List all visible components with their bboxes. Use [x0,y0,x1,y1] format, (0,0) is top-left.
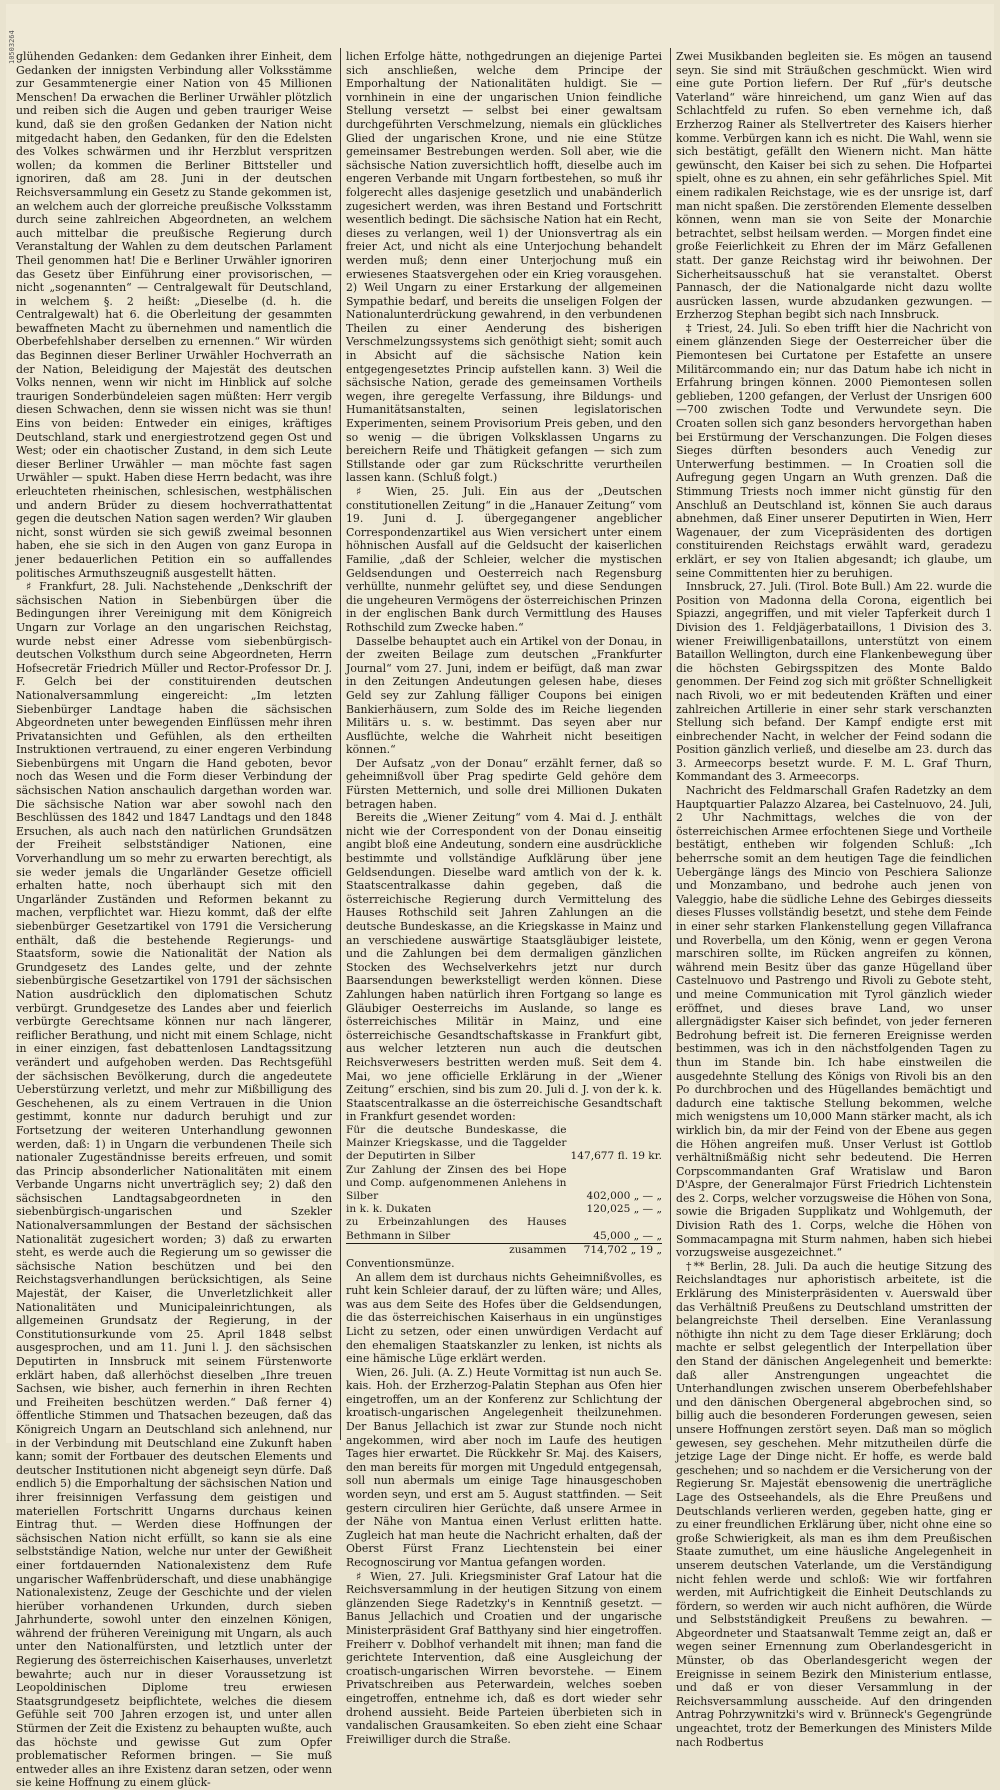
article-triest: ‡ Triest, 24. Juli. So eben trifft hier die Nachricht von einem glänzenden Siege der Oesterreicher über die Piemontesen bei Curtatone per Estafette an unsere Militärcommando ein; nur das Datum habe ich nicht in Erfahrung bringen können. 2000 Piemontesen sollen geblieben, 1200 gefangen, der Verlust der Unsrigen 600—700 zwischen Todte und Verwundete seyn. Die Croaten sollen sich ganz besonders hervorgethan haben bei Erstürmung der Verschanzungen. Die Folgen dieses Sieges dürften besonders auch Venedig zur Unterwerfung bestimmen. — In Croatien soll die Aufregung gegen Ungarn an Wuth grenzen. Daß die Stimmung Triests noch immer nicht günstig für den Anschluß an Deutschland ist, können Sie auch daraus abnehmen, daß Einer unserer Deputirten in Wien, Herr Wagenauer, der zum Vicepräsidenten des dortigen constituirenden Reichstags erwählt ward, geradezu erklärt, er sey von Italien abgesandt; ich glaube, um seine Committenten hier zu beruhigen. [676,321,992,580]
article-frankfurt: ♯ Frankfurt, 28. Juli. Nachstehende „Denkschrift der sächsischen Nation in Siebenbürgen über die Bedingungen ihrer Vereinigung mit dem Königreich Ungarn zur Vorlage an den ungarischen Reichstag, wurde nebst einer Adresse vom siebenbürgisch-deutschen Volksthum durch seine Abgeordneten, Herrn Hofsecretär Friedrich Müller und Rector-Professor Dr. J. F. Gelch bei der constituirenden deutschen Nationalversammlung eingereicht: „Im letzten Siebenbürger Landtage haben die sächsischen Abgeordneten unter bewegenden Einflüssen mehr ihren Privatansichten und Gefühlen, als den ertheilten Instruktionen vertrauend, zu einer engeren Verbindung Siebenbürgens mit Ungarn die Hand geboten, bevor noch das Wesen und die Form dieser Verbindung der sächsischen Nation anschaulich dargethan worden war. Die sächsische Nation war aber sowohl nach den Beschlüssen des 1842 und 1847 Landtags und den 1848 Ersuchen, als auch nach den natürlichen Grundsätzen der Freiheit selbstständiger Nationen, eine Vorverhandlung um so mehr zu erwarten berechtigt, als sie weder jemals die Ungarländer Gesetze officiell erhalten hatte, noch überhaupt sich mit den Ungarländer Zuständen und Reformen bekannt zu machen, verpflichtet war. Hiezu kommt, daß der elfte siebenbürger Gesetzartikel von 1791 die Versicherung enthält, daß die bestehende Regierungs- und Staatsform, sowie die Nationalität der Nation als Grundgesetz des Landes gelte, und der zehnte siebenbürgische Gesetzartikel von 1791 der sächsischen Nation ausdrücklich den diplomatischen Schutz verbürgt. Grundgesetze des Landes aber und feierlich verbürgte Gerechtsame können nur nach längerer, reiflicher Berathung, und nicht mit einem Schlage, nicht in einer einzigen, fast debattenlosen Landtagssitzung verändert und aufgehoben werden. Das Rechtsgefühl der sächsischen Bevölkerung, durch die angedeutete Ueberstürzung verletzt, und mehr zur Mißbilligung des Geschehenen, als zu einem Vertrauen in die Union gestimmt, konnte nur dadurch beruhigt und zur Fortsetzung der weiteren Unterhandlung gewonnen werden, daß: 1) in Ungarn die verbundenen Theile sich nationaler Zugeständnisse bereits erfreuen, und somit das Princip absonderlicher Nationalitäten mit einem Verbande Ungarns nicht unverträglich sey; 2) daß den sächsischen Landtagsabgeordneten in den siebenbürgisch-ungarischen und Szekler Nationalversammlungen der Bestand der sächsischen Nationalität zugesichert worden; 3) daß zu erwarten steht, es werde auch die Regierung um so gewisser die sächsische Nation beschützen und bei den Reichstagsverhandlungen berücksichtigen, als Seine Majestät, der Kaiser, die Unverletzlichkeit aller Nationalitäten und Municipaleinrichtungen, als allgemeinen Grundsatz der Regierung, in der Constitutionsurkunde vom 25. April 1848 selbst ausgesprochen, und am 11. Juni l. J. den sächsischen Deputirten in Innsbruck mit seinem Fürstenworte erklärt haben, daß allerhöchst dieselben „Ihre treuen Sachsen, wie bisher, auch fernerhin in ihren Rechten und Freiheiten beschützen werden.“ Daß ferner 4) öffentliche Stimmen und Thatsachen bezeugen, daß das Königreich Ungarn an Deutschland sich anlehnend, nur in der Verbindung mit Deutschland eine Zukunft haben kann; somit der Fortbauer des deutschen Elements und deutscher Institutionen nicht abgeneigt seyn dürfe. Daß endlich 5) die Emporhaltung der sächsischen Nation und ihrer freisinnigen Verfassung dem geistigen und materiellen Fortschritt Ungarns durchaus keinen Eintrag thut. — Werden diese Hoffnungen der sächsischen Nation nicht erfüllt, so kann sie als eine selbstständige Nation, welche nur unter der Gewißheit einer fortdauernden Nationalexistenz dem Rufe ungarischer Waffenbrüderschaft, und diese unabhängige Nationalexistenz, Zeuge der Geschichte und der vielen hierüber vorhandenen Urkunden, durch sieben Jahrhunderte, sowohl unter den einzelnen Königen, während der früheren Vereinigung mit Ungarn, als auch unter den Nationalfürsten, und letztlich unter der Regierung des österreichischen Kaiserhauses, unverletzt bewahrte; auch nur in dieser Voraussetzung ist Leopoldinischen Diplome treu erwiesen Staatsgrundgesetz beipflichtete, welches die diesem Gefühle seit 700 Jahren erzogen ist, und unter allen Stürmen der Zeit die Existenz zu behaupten wußte, auch das höchste und gewisse Gut zum Opfer problematischer Reformen bringen. — Sie muß entweder alles an ihre Existenz daran setzen, oder wenn sie keine Hoffnung zu einem glück- [16,580,332,1790]
table-row [346,1164,662,1204]
column-1 [16,50,332,1790]
payment-amount: 402,000 „ — „ [586,1189,662,1202]
payment-label: in k. k. Dukaten [346,1203,432,1216]
article-radetzky: Nachricht des Feldmarschall Grafen Radetzky an dem Hauptquartier Palazzo Alzarea, bei Castelnuovo, 24. Juli, 2 Uhr Nachmittags, welches die von der österreichischen Armee erfochtenen Siege und Vortheile bestätigt, entheben wir folgenden Schluß: „Ich beherrsche somit an dem heutigen Tage die feindlichen Uebergänge längs des Mincio von Peschiera Salionze und Monzambano, und bedrohe auch jenen von Valeggio, habe die südliche Lehne des Gebirges diesseits dieses Flusses vollständig besetzt, und stehe dem Feinde in einer sehr starken Flankenstellung gegen Villafranca und Roverbella, um den König, wenn er gegen Verona marschiren sollte, im Rücken angreifen zu können, während mein Besitz über das ganze Hügelland über Castelnuovo und Pastrengo und Rivoli zu Gebote steht, und meine Communication mit Tyrol gänzlich wieder eröffnet, und dieses brave Land, wo unser allergnädigster Kaiser sich befindet, von jeder ferneren Bedrohung befreit ist. Die ferneren Ereignisse werden bestimmen, was ich in den nächstfolgenden Tagen zu thun im Stande bin. Ich habe einstweilen die ausgedehnte Stellung des Königs von Rivoli bis an den Po durchbrochen und des Hügellandes bemächtigt und dadurch eine taktische Stellung bekommen, welche mich wenigstens um 10,000 Mann stärker macht, als ich wirklich bin, da mir der Feind von der Ebene aus gegen die Höhen angreifen muß. Unser Verlust ist Gottlob verhältnißmäßig nicht sehr bedeutend. Die Herren Corpscommandanten Graf Wratislaw und Baron D'Aspre, der Generalmajor Fürst Friedrich Lichtenstein des 2. Corps, welcher vorzugsweise die Höhen von Sona, sowie die Brigaden Supplikatz und Wohlgemuth, der Division Rath des 1. Corps, welche die Höhen von Sommacampagna mit Sturm nahmen, haben sich hiebei vorzugsweise ausgezeichnet.“ [676,784,992,1260]
paragraph: Dasselbe behauptet auch ein Artikel von der Donau, in der zweiten Beilage zum deutschen „Frankfurter Journal“ vom 27. Juni, indem er beifügt, daß man zwar in den Zeitungen Andeutungen gelesen habe, dieses Geld sey zur Zahlung fälliger Coupons bei einigen Bankierhäusern, zum Solde des im Reiche liegenden Militärs u. s. w. bestimmt. Das seyen aber nur Ausflüchte, welche die Wahrheit nicht beseitigen können.“ [346,634,662,757]
payments-table [346,1124,662,1257]
article-berlin: †** Berlin, 28. Juli. Da auch die heutige Sitzung des Reichslandtages nur aphoristisch arbeitete, ist die Erklärung des Ministerpräsidenten v. Auerswald über das Verhältniß Preußens zu Deutschland umstritten der belangreichste Theil derselben. Eine Veranlassung nöthigte ihn nicht zu dem Tage dieser Erklärung; doch machte er selbst gelegentlich der Interpellation über den Stand der dänischen Angelegenheit und bemerkte: daß aller Anstrengungen ungeachtet die Unterhandlungen zwischen unserem Oberbefehlshaber und den dänischen Obergeneral abgebrochen sind, so billig auch die besonderen Forderungen gewesen, seien unsere Hoffnungen zerstört seyen. Daß man so möglich gewesen, sey geschehen. Mehr mitzutheilen dürfe die jetzige Lage der Dinge nicht. Er hoffe, es werde bald geschehen; und so nachdem er die Versicherung von der Regierung Sr. Majestät ebensowenig die unerträgliche Lage des Ostseehandels, als die Ehre Preußens und Deutschlands verlieren werden, gegeben hatte, ging er zu einer freundlichen Erklärung über, nicht ohne eine so große Schwierigkeit, als man es ihm dem Preußischen Staate zumuthet, um eine häusliche Angelegenheit in unserem deutschen Vaterlande, um die Verständigung nicht fehlen werde und schloß: Wie wir fortfahren werden, mit Aufrichtigkeit die Einheit Deutschlands zu fördern, so werden wir auch nicht aufhören, die Würde und Selbstständigkeit Preußens zu bewahren. — Abgeordneter und Staatsanwalt Temme zeigt an, daß er wegen seiner Ernennung zum Oberlandesgericht in Münster, ob das Oberlandesgericht wegen der Ereignisse in seinem Bezirk den Ministerium entlasse, und daß er von dieser Versammlung in der Reichsversammlung ausscheide. Auf den dringenden Antrag Pohrzywnitzki's wird v. Brünneck's Gegengründe ungeachtet, trotz der Bemerkungen des Ministers Milde nach Rodbertus [676,1259,992,1749]
payment-label: Für die deutsche Bundeskasse, die Mainzer Kriegskasse, und die Taggelder der Deputirten in Silber [346,1123,567,1163]
article-innsbruck: Innsbruck, 27. Juli. (Tirol. Bote Bull.) Am 22. wurde die Position von Madonna della Corona, eigentlich bei Spiazzi, angegriffen, und mit vieler Tapferkeit durch 1 Division des 1. Feldjägerbataillons, 1 Division des 3. wiener Freiwilligenbataillons, unterstützt von einem Bataillon Wellington, durch eine Flankenbewegung über die höchsten Gebirgsspitzen des Monte Baldo genommen. Der Feind zog sich mit größter Schnelligkeit nach Rivoli, wo er mit bedeutenden Kräften und einer zahlreichen Artillerie in einer sehr stark verschanzten Stellung sich befand. Der Kampf endigte erst mit einbrechender Nacht, in welcher der Feind sodann die Position gänzlich verließ, und dieselbe am 23. durch das 3. Armeecorps besetzt wurde. F. M. L. Graf Thurn, Kommandant des 3. Armeecorps. [676,580,992,784]
newspaper-page [6,4,994,1790]
column-rule [340,48,341,1440]
column-rule [670,48,671,1440]
table-row [346,1216,662,1243]
payment-label: zu Erbeinzahlungen des Hauses Bethmann in Silber [346,1216,567,1242]
scan-id: 10503264 [8,30,16,64]
paragraph: An allem dem ist durchaus nichts Geheimnißvolles, es ruht kein Schleier darauf, der zu lüften wäre; und Alles, was aus dem Seite des Hofes über die Geldsendungen, die das österreichischen Kaiserhaus in ein ungünstiges Licht zu setzen, oder einen unwürdigen Verdacht auf den ehemaligen Staatskanzler zu lenken, ist nichts als eine hämische Lüge erklärt werden. [346,1270,662,1366]
payment-amount: 45,000 „ — „ [593,1229,662,1242]
article-wien-27: ♯ Wien, 27. Juli. Kriegsminister Graf Latour hat die Reichsversammlung in der heutigen Sitzung von einem glänzenden Siege Radetzky's in Kenntniß gesetzt. — Banus Jellachich und Croatien und der ungarische Ministerpräsident Graf Batthyany sind hier eingetroffen. Freiherr v. Doblhof verhandelt mit ihnen; man fand die gerichtete Intervention, daß eine Ausgleichung der croatisch-ungarischen Wirren bevorstehe. — Einem Privatschreiben aus Peterwardein, welches soeben eingetroffen, entnehme ich, daß es dort wieder sehr drohend aussieht. Beide Parteien überbieten sich in vandalischen Grausamkeiten. So eben zieht eine Schaar Freiwilliger durch die Straße. [346,1569,662,1746]
table-row [346,1203,662,1216]
total-amount: 714,702 „ 19 „ [566,1243,662,1257]
article-wien-25: ♯ Wien, 25. Juli. Ein aus der „Deutschen constitutionellen Zeitung“ in die „Hanauer Zeitung“ vom 19. Juni d. J. übergegangener angeblicher Correspondenzartikel aus Wien versichert unter einem höhnischen Ausfall auf die Geldsucht der kaiserlichen Familie, „daß der Schleier, welcher die mystischen Geldsendungen und Oesterreich nach Regensburg verhüllte, nunmehr gelüftet sey, und diese Sendungen die ungeheuren Vermögens der österreichischen Prinzen in der englischen Bank durch Vermittlung des Hauses Rothschild zum Zwecke haben.“ [346,485,662,634]
payment-amount: 120,025 „ — „ [586,1203,662,1216]
article-wien-26: Wien, 26. Juli. (A. Z.) Heute Vormittag ist nun auch Se. kais. Hoh. der Erzherzog-Palatin Stephan aus Ofen hier eingetroffen, um an der Konferenz zur Schlichtung der kroatisch-ungarischen Angelegenheit theilzunehmen. Der Banus Jellachich ist zwar zur Stunde noch nicht angekommen, wird aber noch im Laufe des heutigen Tages hier erwartet. Die Rückkehr Sr. Maj. des Kaisers, den man bereits für morgen mit Ungeduld entgegensah, soll nun abermals um einige Tage hinausgeschoben worden seyn, und erst am 5. August stattfinden. — Seit gestern circuliren hier Gerüchte, daß unsere Armee in der Nähe von Mantua einen Verlust erlitten hatte. Zugleich hat man heute die Nachricht erhalten, daß der Oberst Fürst Franz Liechtenstein bei einer Recognoscirung vor Mantua gefangen worden. [346,1365,662,1569]
table-total-row [346,1243,662,1257]
paragraph: lichen Erfolge hätte, nothgedrungen an diejenige Partei sich anschließen, welche dem Principe der Emporhaltung der Nationalitäten huldigt. Sie — vornhinein in eine der ungarischen Union feindliche Stellung versetzt — selbst bei einer gewaltsam durchgeführten Verschmelzung, niemals ein glückliches Glied der ungarischen Krone, und nie eine Stütze gemeinsamer Bestrebungen werden. Soll aber, wie die sächsische Nation zuversichtlich hofft, dieselbe auch im engeren Verbande mit Ungarn fortbestehen, so muß ihr folgerecht alles dasjenige gesetzlich und unabänderlich zugesichert werden, was ihren Bestand und Fortschritt wesentlich bedingt. Die sächsische Nation hat ein Recht, dieses zu verlangen, weil 1) der Unionsvertrag als ein freier Act, und nicht als eine Unterjochung behandelt werden muß; denn einer Unterjochung muß ein erwiesenes Staatsvergehen oder ein Krieg vorausgehen. 2) Weil Ungarn zu einer Erstarkung der allgemeinen Sympathie bedarf, und bereits die unseligen Folgen der Nationalunterdrückung gewahrend, in den verbundenen Theilen zu einer Aenderung des bisherigen Verschmelzungssystems sich genöthigt sieht; somit auch in Absicht auf die sächsische Nation kein entgegengesetztes Princip aufstellen kann. 3) Weil die sächsische Nation, gerade des gemeinsamen Vortheils wegen, ihre geregelte Verfassung, ihre Bildungs- und Humanitätsanstalten, seinen legislatorischen Experimenten, seinem Provisorium Preis geben, und den so wenig — die übrigen Volksklassen Ungarns zu bereichern Reife und Thätigkeit gefangen — sich zum Stillstande oder gar zum Rückschritte verurtheilen lassen kann. (Schluß folgt.) [346,50,662,485]
payment-label: Zur Zahlung der Zinsen des bei Hope und Comp. aufgenommenen Anlehens in Silber [346,1163,567,1202]
column-2 [346,50,662,1746]
paragraph: Der Aufsatz „von der Donau“ erzählt ferner, daß so geheimnißvoll über Prag spedirte Geld gehöre dem Fürsten Metternich, und solle drei Millionen Dukaten betragen haben. [346,756,662,811]
paragraph: glühenden Gedanken: dem Gedanken ihrer Einheit, dem Gedanken der innigsten Verbindung aller Volksstämme zur Gesammtenergie einer Nation von 45 Millionen Menschen! Da erwachen die Berliner Urwähler plötzlich und reiben sich die Augen und geben trauriger Weise kund, daß sie den großen Gedanken der Nation nicht mitgedacht haben, den Gedanken, für den die Edelsten des Volkes schwärmen und ihr Herzblut verspritzen wollen; da kommen die Berliner Bittsteller und ignoriren, daß am 28. Juni in der deutschen Reichsversammlung ein Gesetz zu Stande gekommen ist, an welchem auch der glorreiche preußische Volksstamm durch seine zahlreichen Abgeordneten, an welchem auch mittelbar die preußische Regierung durch Veranstaltung der Wahlen zu dem deutschen Parlament Theil genommen hat! Die e Berliner Urwähler ignoriren das Gesetz über Einführung einer provisorischen, — nicht „sogenannten“ — Centralgewalt für Deutschland, in welchem §. 2 heißt: „Dieselbe (d. h. die Centralgewalt) hat 6. die Oberleitung der gesammten bewaffneten Macht zu übernehmen und namentlich die Oberbefehlshaber derselben zu ernennen.“ Wir würden das Beginnen dieser Berliner Urwähler Hochverrath an der Nation, Beleidigung der Majestät des deutschen Volks nennen, wenn wir nicht im Hinblick auf solche traurigen Sonderbündeleien sagen müßten: Herr vergib diesen Schwachen, denn sie wissen nicht was sie thun! Eins von beiden: Entweder ein einiges, kräftiges Deutschland, stark und energiestrotzend gegen Ost und West; oder ein chaotischer Zustand, in dem sich Leute dieser Berliner Urwähler — man möchte fast sagen Urwähler — spukt. Haben diese Herrn bedacht, was ihre erleuchteten rheinischen, schlesischen, westphälischen und andern Brüder zu diesem hochverrathattentat gegen die deutschen Nation sagen werden? Wir glauben nicht, sonst würden sie sich gewiß zweimal besonnen haben, ehe sie sich in den Augen von ganz Europa in jener bedauerlichen Petition ein so auffallendes politisches Armuthszeugniß ausgestellt hätten. [16,50,332,580]
table-row [346,1124,662,1164]
paragraph: Bereits die „Wiener Zeitung“ vom 4. Mai d. J. enthält nicht wie der Correspondent von der Donau einseitig angibt bloß eine Andeutung, sondern eine ausdrückliche bestimmte und vollständige Aufklärung über jene Geldsendungen. Dieselbe ward amtlich von der k. k. Staatscentralkasse dahin gegeben, daß die österreichische Regierung durch Vermittelung des Hauses Rothschild seit Jahren Zahlungen an die deutsche Bundeskasse, an die Kriegskasse in Mainz und an verschiedene auswärtige Staatsgläubiger leistete, und die Zahlungen bei dem dermaligen gänzlichen Stocken des Wechselverkehrs jetzt nur durch Baarsendungen bewerkstelligt werden können. Diese Zahlungen haben natürlich ihren Fortgang so lange es Gläubiger Oesterreichs im Auslande, so lange es österreichisches Militär in Mainz, und eine österreichische Gesandtschaftskasse in Frankfurt gibt, aus welcher letzteren nun auch die deutschen Reichsverwesers bestritten werden muß. Seit dem 4. Mai, wo jene officielle Erklärung in der „Wiener Zeitung“ erschien, sind bis zum 20. Juli d. J. von der k. k. Staatscentralkasse an die österreichische Gesandtschaft in Frankfurt gesendet worden: [346,811,662,1124]
paragraph: Zwei Musikbanden begleiten sie. Es mögen an tausend seyn. Sie sind mit Sträußchen geschmückt. Wien wird eine gute Portion liefern. Der Ruf „für's deutsche Vaterland“ wäre hinreichend, um ganz Wien auf das Schlachtfeld zu rufen. So eben vernehme ich, daß Erzherzog Rainer als Stellvertreter des Kaisers hierher komme. Verbürgen kann ich es nicht. Die Wahl, wenn sie sich bestätigt, gefällt den Wienern nicht. Man hätte gewünscht, den Kaiser bei sich zu sehen. Die Hofpartei spielt, ohne es zu ahnen, ein sehr gefährliches Spiel. Mit einem radikalen Reichstage, wie es der unsrige ist, darf man nicht spaßen. Die zerstörenden Elemente desselben können, wenn man sie von Seite der Monarchie betrachtet, selbst heilsam werden. — Morgen findet eine große Feierlichkeit zu Ehren der im März Gefallenen statt. Der ganze Reichstag wird ihr beiwohnen. Der Sicherheitsausschuß hat sie veranstaltet. Oberst Pannasch, der die Nationalgarde nicht dazu wollte ausrücken lassen, wurde abzudanken gezwungen. — Erzherzog Stephan begibt sich nach Innsbruck. [676,50,992,322]
column-3 [676,50,992,1749]
payment-amount: 147,677 fl. 19 kr. [570,1150,662,1163]
paragraph: Conventionsmünze. [346,1256,455,1270]
total-label: zusammen [346,1243,566,1257]
